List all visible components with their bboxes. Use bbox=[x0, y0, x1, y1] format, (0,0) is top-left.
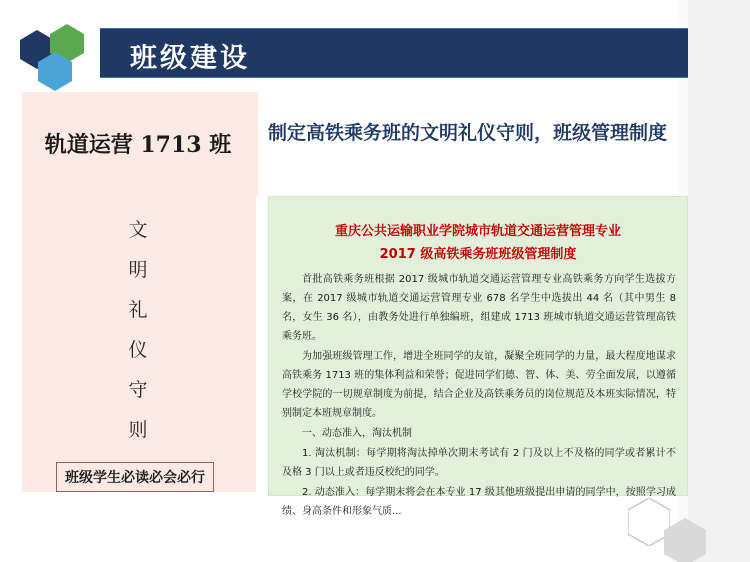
vertical-char: 则 bbox=[128, 419, 148, 441]
document-title-line2: 2017 级高铁乘务班班级管理制度 bbox=[379, 247, 577, 262]
page-title: 班级建设 bbox=[130, 43, 250, 74]
document-paragraph: 2. 动态准入：每学期末将会在本专业 17 级其他班级提出申请的同学中，按照学习成绩、身高条件和形象气质... bbox=[282, 487, 676, 517]
decorative-hexagon-filled-icon bbox=[664, 518, 706, 562]
document-paragraph: 一、动态准入，淘汰机制 bbox=[302, 428, 412, 439]
right-grey-band bbox=[688, 0, 750, 562]
document-paragraph: 1. 淘汰机制：每学期将淘汰掉单次期末考试有 2 门及以上不及格的同学或者累计不及格 3 门以上或者违反校纪的同学。 bbox=[282, 448, 676, 478]
document-paragraph: 首批高铁乘务班根据 2017 级城市轨道交通运营管理专业高铁乘务方向学生选拔方案，在 2017 级城市轨道交通运营管理专业 678 名学生中选拔出 44 名（其中男生 8 名，女生 36 名），由教务处进行单独编班，组建成 1713 班城市轨道交通运营管理高铁乘务班。 bbox=[282, 274, 676, 342]
vertical-char: 守 bbox=[128, 379, 148, 401]
document-title-line1: 重庆公共运输职业学院城市轨道交通运营管理专业 bbox=[334, 224, 621, 239]
left-card-title: 轨道运营 1713 班 bbox=[44, 132, 232, 158]
left-card-note-badge: 班级学生必读必会必行 bbox=[56, 462, 214, 492]
vertical-char: 文 bbox=[128, 219, 148, 241]
document-paragraph: 为加强班级管理工作，增进全班同学的友谊，凝聚全班同学的力量，最大程度地谋求高铁乘务 1713 班的集体利益和荣誉；促进同学们德、智、体、美、劳全面发展，以遵循学校学院的一切规章制度为前提，结合企业及高铁乘务员的岗位规范及本班实际情况，特别制定本班规章制度。 bbox=[282, 351, 676, 419]
main-heading: 制定高铁乘务班的文明礼仪守则，班级管理制度 bbox=[268, 122, 668, 144]
vertical-char: 明 bbox=[128, 259, 148, 281]
left-card-vertical-text bbox=[20, 210, 256, 450]
vertical-char: 礼 bbox=[128, 299, 148, 321]
document-body bbox=[282, 270, 676, 522]
vertical-char: 仪 bbox=[128, 339, 148, 361]
hexagon-shape-light-blue-icon bbox=[38, 52, 72, 91]
